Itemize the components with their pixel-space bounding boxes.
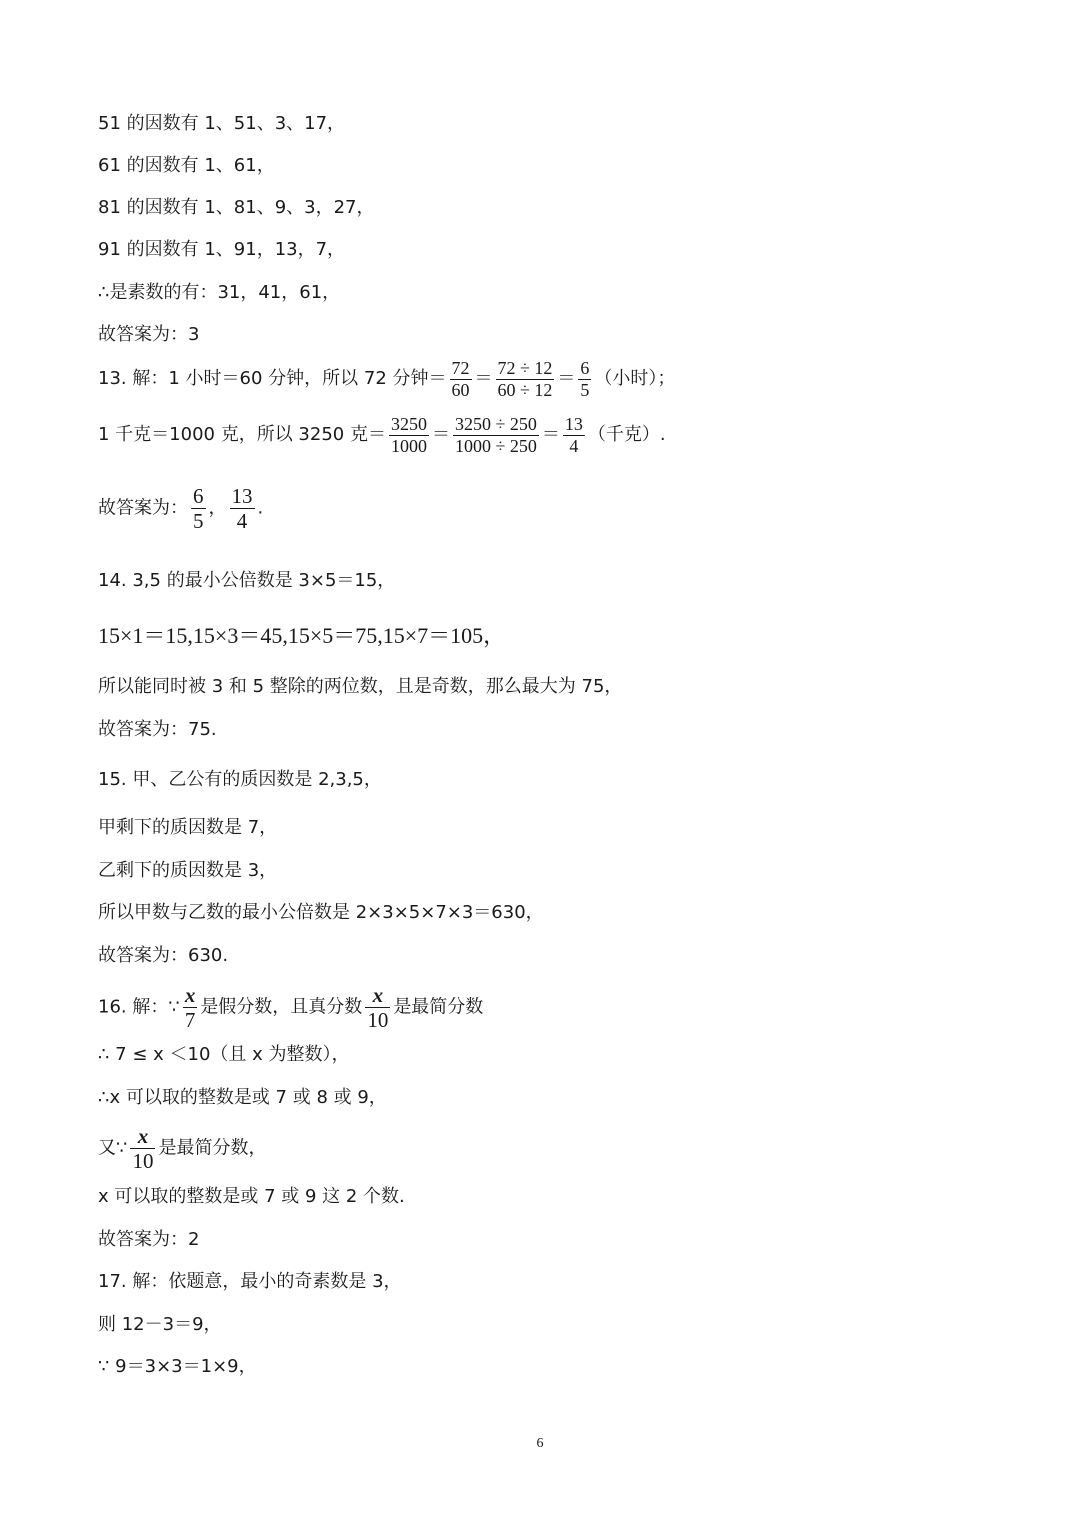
q14-line-3: 所以能同时被 3 和 5 整除的两位数，且是奇数，那么最大为 75， (98, 676, 623, 697)
fraction: $\frac{6}{5}$ (580, 358, 590, 400)
unit-label: （千克）. (587, 424, 666, 446)
q16-line4-end: 是最简分数， (158, 1137, 267, 1159)
fraction: $\frac{72 \div 12}{60 \div 12}$ (497, 358, 553, 400)
page-number: 6 (536, 1436, 544, 1451)
equals-sign: ＝ (541, 424, 560, 446)
q15-line-3: 乙剩下的质因数是 3， (98, 860, 278, 881)
fraction: $\frac{x}{7}$ (184, 983, 196, 1033)
period: . (257, 497, 264, 519)
q17-line-2: 则 12－3＝9， (98, 1314, 222, 1335)
fraction: $\frac{x}{10}$ (132, 1124, 154, 1174)
fraction: $\frac{3250 \div 250}{1000 \div 250}$ (454, 414, 537, 456)
q13-line-2 (98, 414, 666, 456)
answer-prefix: 故答案为： (98, 497, 188, 519)
q13-line-1 (98, 358, 675, 400)
text-line: 91 的因数有 1、91，13，7， (98, 239, 346, 260)
answer-line: 故答案为：3 (98, 324, 200, 345)
text-line: 61 的因数有 1、61， (98, 155, 275, 176)
q16-mid: 是假分数，且真分数 (200, 996, 363, 1018)
q17-line-3: ∵ 9＝3×3＝1×9， (98, 1356, 257, 1377)
unit-label: （小时）； (594, 368, 676, 390)
fraction: $\frac{13}{4}$ (231, 484, 253, 534)
q14-line-2: 15×1＝15,15×3＝45,15×5＝75,15×7＝105， (98, 623, 506, 648)
fraction: $\frac{72}{60}$ (451, 358, 470, 400)
text-line: 51 的因数有 1、51、3、17， (98, 113, 346, 134)
q13-line2-prefix: 1 千克＝1000 克，所以 3250 克＝ (98, 424, 386, 446)
q15-line-2: 甲剩下的质因数是 7， (98, 817, 278, 838)
q13-prefix: 13. 解：1 小时＝60 分钟，所以 72 分钟＝ (98, 368, 447, 390)
equals-sign: ＝ (474, 368, 493, 390)
fraction: $\frac{3250}{1000}$ (390, 414, 427, 456)
q13-answer (98, 484, 263, 533)
q16-line-1 (98, 983, 483, 1032)
q16-line-3: ∴x 可以取的整数是或 7 或 8 或 9， (98, 1087, 387, 1108)
q15-line-4: 所以甲数与乙数的最小公倍数是 2×3×5×7×3＝630， (98, 902, 544, 923)
q16-line-2: ∴ 7 ≤ x ＜10（且 x 为整数）， (98, 1044, 350, 1065)
fraction: $\frac{13}{4}$ (564, 414, 583, 456)
q16-prefix: 16. 解：∵ (98, 996, 180, 1018)
q16-line-5: x 可以取的整数是或 7 或 9 这 2 个数. (98, 1186, 405, 1207)
q17-line-1: 17. 解：依题意，最小的奇素数是 3， (98, 1271, 402, 1292)
q16-end: 是最简分数 (393, 996, 484, 1018)
separator: ， (208, 497, 227, 519)
q14-answer: 故答案为：75. (98, 719, 217, 740)
q16-line4-prefix: 又∵ (98, 1137, 128, 1159)
fraction: $\frac{6}{5}$ (193, 484, 204, 534)
equals-sign: ＝ (431, 424, 450, 446)
q16-answer: 故答案为：2 (98, 1229, 200, 1250)
q15-line-1: 15. 甲、乙公有的质因数是 2,3,5， (98, 769, 382, 790)
text-line: 81 的因数有 1、81、9、3，27， (98, 197, 375, 218)
fraction: $\frac{x}{10}$ (367, 983, 389, 1033)
q16-line-4 (98, 1124, 266, 1173)
text-line: ∴是素数的有：31，41，61， (98, 282, 341, 303)
q14-line-1: 14. 3,5 的最小公倍数是 3×5＝15， (98, 570, 396, 591)
q15-answer: 故答案为：630. (98, 945, 229, 966)
equals-sign: ＝ (557, 368, 576, 390)
